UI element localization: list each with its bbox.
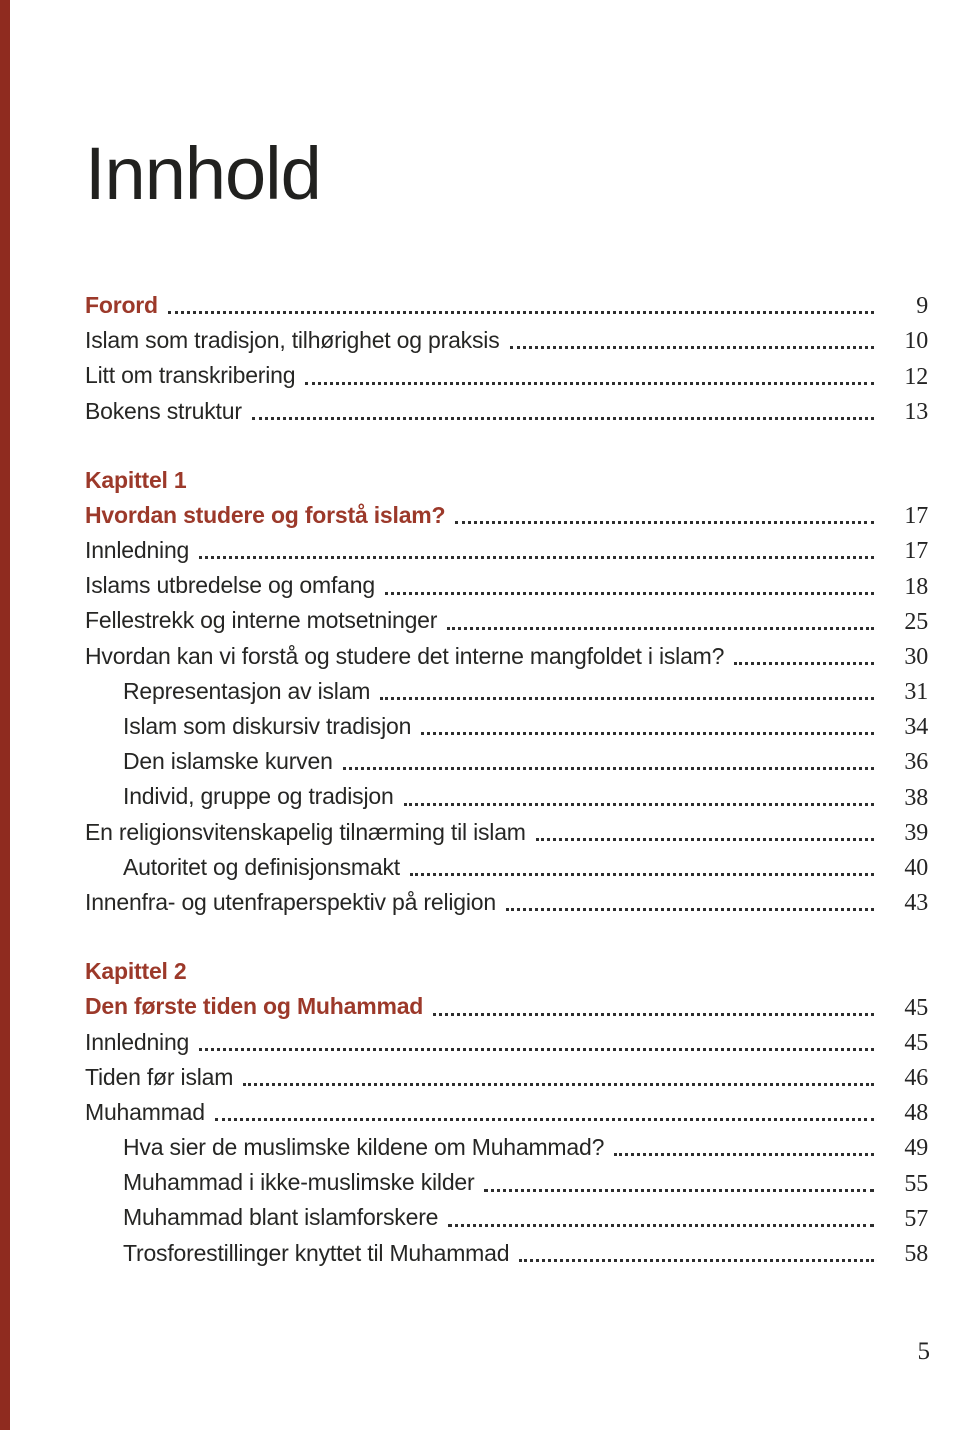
toc-entry-label: Innledning	[85, 537, 190, 564]
toc-entry-page: 12	[904, 363, 928, 390]
toc-entry-label: Individ, gruppe og tradisjon	[123, 783, 394, 810]
dot-leader	[385, 592, 874, 595]
toc-entry-label: Islam som diskursiv tradisjon	[123, 713, 412, 740]
toc-entry-page: 58	[904, 1240, 928, 1267]
toc-entry-label: Kapittel 1	[85, 466, 187, 493]
dot-leader	[614, 1153, 874, 1156]
toc-row	[85, 885, 928, 920]
toc-row	[85, 815, 928, 850]
toc-row	[85, 1201, 928, 1236]
toc-section	[85, 288, 928, 429]
toc-entry-page: 49	[904, 1135, 928, 1162]
toc-entry-page: 34	[904, 714, 928, 741]
toc-row	[85, 779, 928, 814]
toc-entry-label: Den første tiden og Muhammad	[85, 993, 424, 1020]
toc-entry-label: Fellestrekk og interne motsetninger	[85, 607, 438, 634]
toc-entry-label: Kapittel 2	[85, 958, 187, 985]
toc-entry-page: 18	[904, 573, 928, 600]
dot-leader	[455, 521, 874, 524]
dot-leader	[404, 803, 874, 806]
dot-leader	[484, 1189, 874, 1192]
dot-leader	[215, 1118, 874, 1121]
toc-entry-page: 40	[904, 855, 928, 881]
dot-leader	[421, 732, 874, 735]
toc-entry-page: 48	[904, 1100, 928, 1127]
toc-row	[85, 1060, 928, 1095]
toc-page	[85, 0, 928, 1271]
toc-entry-label: Bokens struktur	[85, 397, 242, 424]
toc-row	[85, 1130, 928, 1165]
toc-entry-page: 57	[904, 1205, 928, 1232]
toc-entry-label: Autoritet og definisjonsmakt	[123, 853, 400, 880]
dot-leader	[519, 1259, 874, 1262]
toc-entry-label: Representasjon av islam	[123, 677, 371, 704]
dot-leader	[448, 1224, 874, 1227]
folio-page-number: 5	[917, 1338, 930, 1365]
toc-entry-page: 9	[916, 293, 928, 320]
toc-entry-page: 17	[904, 503, 928, 530]
toc-row	[85, 709, 928, 744]
toc-row	[85, 358, 928, 393]
toc-entry-page: 36	[904, 749, 928, 776]
toc-entry-page: 25	[904, 608, 928, 635]
page-edge-bar	[0, 0, 10, 1430]
toc-entry-label: Muhammad i ikke-muslimske kilder	[123, 1169, 475, 1196]
toc-chapter-heading	[85, 463, 928, 498]
toc-chapter-heading	[85, 954, 928, 989]
toc-entry-label: Muhammad	[85, 1098, 205, 1125]
toc-row	[85, 1236, 928, 1271]
toc-row	[85, 498, 928, 533]
toc-row	[85, 850, 928, 885]
toc-row	[85, 604, 928, 639]
dot-leader	[410, 873, 874, 876]
dot-leader	[252, 417, 874, 420]
toc-row	[85, 989, 928, 1024]
toc-row	[85, 1025, 928, 1060]
toc-entry-label: Innenfra- og utenfraperspektiv på religion	[85, 888, 496, 915]
dot-leader	[199, 556, 874, 559]
page-title: Innhold	[85, 132, 321, 215]
dot-leader	[305, 382, 874, 385]
toc-entry-page: 45	[904, 994, 928, 1021]
toc-entry-page: 10	[904, 328, 928, 355]
toc-entry-label: Hva sier de muslimske kildene om Muhammad?	[123, 1134, 605, 1161]
toc-entry-label: En religionsvitenskapelig tilnærming til islam	[85, 818, 526, 845]
dot-leader	[536, 838, 874, 841]
dot-leader	[734, 662, 874, 665]
toc-entry-page: 46	[904, 1064, 928, 1091]
toc-row	[85, 674, 928, 709]
toc-entry-label: Den islamske kurven	[123, 748, 333, 775]
toc-entry-page: 30	[904, 643, 928, 670]
toc-row	[85, 1095, 928, 1130]
toc-entry-page: 38	[904, 784, 928, 811]
toc-entry-label: Muhammad blant islamforskere	[123, 1204, 439, 1231]
dot-leader	[343, 767, 874, 770]
table-of-contents	[85, 288, 928, 1271]
toc-entry-label: Litt om transkribering	[85, 362, 296, 389]
toc-entry-page: 17	[904, 538, 928, 565]
toc-row	[85, 533, 928, 568]
dot-leader	[447, 627, 874, 630]
toc-entry-label: Innledning	[85, 1028, 190, 1055]
toc-entry-label: Islam som tradisjon, tilhørighet og praksis	[85, 327, 500, 354]
toc-entry-label: Islams utbredelse og omfang	[85, 572, 375, 599]
toc-entry-label: Hvordan kan vi forstå og studere det interne mangfoldet i islam?	[85, 642, 725, 669]
toc-row	[85, 568, 928, 603]
toc-entry-label: Trosforestillinger knyttet til Muhammad	[123, 1239, 510, 1266]
dot-leader	[510, 346, 875, 349]
toc-section	[85, 954, 928, 1271]
dot-leader	[199, 1048, 874, 1051]
toc-entry-label: Hvordan studere og forstå islam?	[85, 501, 446, 528]
toc-entry-page: 13	[904, 398, 928, 425]
toc-row	[85, 744, 928, 779]
toc-section	[85, 463, 928, 920]
toc-entry-label: Forord	[85, 291, 158, 318]
toc-entry-page: 55	[904, 1170, 928, 1197]
toc-row	[85, 288, 928, 323]
toc-row	[85, 639, 928, 674]
toc-entry-page: 31	[904, 679, 928, 706]
dot-leader	[168, 311, 874, 314]
dot-leader	[506, 908, 874, 911]
toc-entry-page: 45	[904, 1029, 928, 1056]
toc-entry-page: 39	[904, 819, 928, 846]
toc-row	[85, 1165, 928, 1200]
toc-entry-label: Tiden før islam	[85, 1063, 234, 1090]
toc-row	[85, 394, 928, 429]
dot-leader	[243, 1083, 874, 1086]
dot-leader	[380, 697, 874, 700]
dot-leader	[433, 1013, 874, 1016]
toc-row	[85, 323, 928, 358]
toc-entry-page: 43	[904, 890, 928, 917]
